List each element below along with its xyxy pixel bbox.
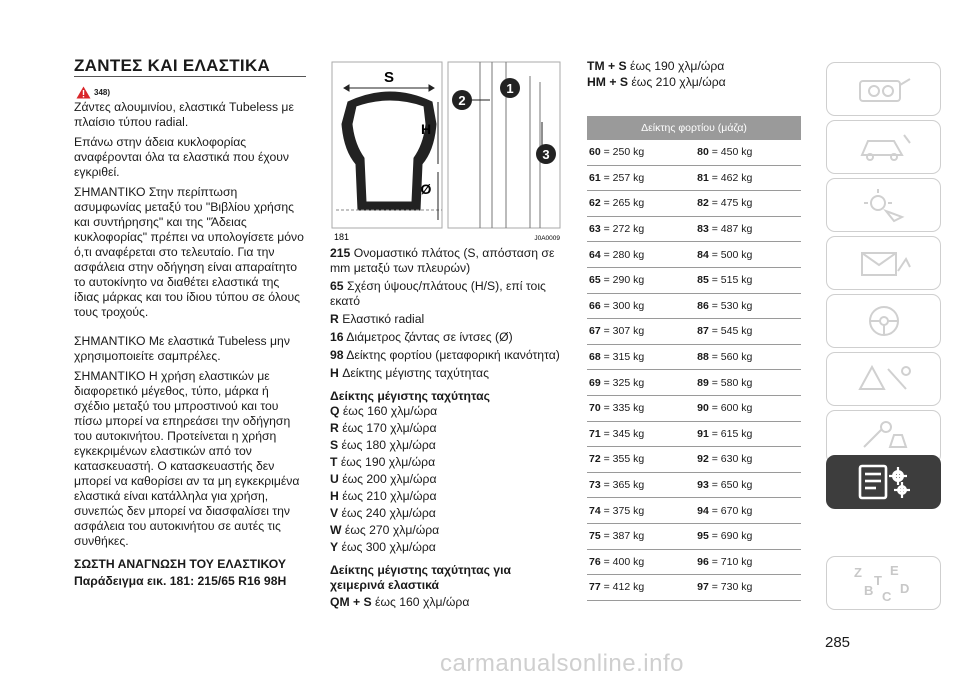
load-table-cell bbox=[687, 498, 801, 524]
load-table-cell bbox=[587, 447, 687, 473]
definition-key: 65 bbox=[330, 279, 344, 293]
load-table-cell bbox=[587, 498, 687, 524]
tab-safety-light[interactable] bbox=[826, 178, 941, 232]
speed-key: S bbox=[330, 438, 339, 452]
load-index-value: = 710 kg bbox=[708, 555, 753, 568]
speed-key: U bbox=[330, 472, 339, 486]
winter-text: έως 190 χλμ/ώρα bbox=[626, 59, 725, 73]
load-table-cell bbox=[687, 191, 801, 217]
load-table-cell bbox=[587, 165, 687, 191]
load-index-key: 80 bbox=[697, 146, 709, 159]
load-index-value: = 560 kg bbox=[708, 351, 753, 364]
speed-index-heading: Δείκτης μέγιστης ταχύτητας bbox=[330, 389, 490, 403]
speed-key: V bbox=[330, 506, 339, 520]
load-index-key: 62 bbox=[589, 197, 601, 210]
speed-key: H bbox=[330, 489, 339, 503]
load-index-key: 76 bbox=[589, 555, 601, 568]
load-table-row bbox=[587, 395, 801, 421]
vehicle-controls-icon bbox=[854, 129, 914, 165]
speed-key: T bbox=[330, 455, 338, 469]
load-index-value: = 487 kg bbox=[708, 223, 753, 236]
load-index-key: 84 bbox=[697, 248, 709, 261]
speed-item bbox=[330, 523, 562, 538]
index-letter: C bbox=[881, 589, 891, 604]
index-letter: B bbox=[863, 583, 873, 598]
load-table-row bbox=[587, 293, 801, 319]
load-table-cell bbox=[587, 472, 687, 498]
load-index-value: = 515 kg bbox=[708, 274, 753, 287]
load-index-value: = 690 kg bbox=[708, 530, 753, 543]
load-table-body bbox=[587, 140, 801, 600]
load-index-value: = 615 kg bbox=[708, 427, 753, 440]
load-index-value: = 315 kg bbox=[600, 351, 645, 364]
load-table-row bbox=[587, 191, 801, 217]
load-table-cell bbox=[687, 472, 801, 498]
load-table-row bbox=[587, 498, 801, 524]
load-index-value: = 345 kg bbox=[600, 427, 645, 440]
load-table-cell bbox=[687, 293, 801, 319]
load-index-key: 97 bbox=[697, 581, 709, 594]
load-index-key: 96 bbox=[697, 555, 709, 568]
load-index-value: = 600 kg bbox=[708, 402, 753, 415]
load-index-key: 85 bbox=[697, 274, 709, 287]
title-divider bbox=[74, 76, 306, 77]
definition-text: Σχέση ύψους/πλάτους (H/S), επί τοις εκατό bbox=[330, 279, 546, 308]
load-index-key: 87 bbox=[697, 325, 709, 338]
maintenance-icon bbox=[854, 419, 914, 455]
dimension-s-label: S bbox=[383, 69, 395, 86]
definition-r bbox=[330, 312, 562, 327]
winter-key: QM + S bbox=[330, 595, 372, 609]
definition-98 bbox=[330, 348, 562, 363]
load-index-key: 72 bbox=[589, 453, 601, 466]
load-index-value: = 280 kg bbox=[600, 248, 645, 261]
load-table-row bbox=[587, 267, 801, 293]
load-index-value: = 272 kg bbox=[600, 223, 645, 236]
load-index-key: 60 bbox=[589, 146, 601, 159]
load-index-key: 69 bbox=[589, 376, 601, 389]
load-table-cell bbox=[587, 216, 687, 242]
load-table-cell bbox=[687, 344, 801, 370]
load-table-cell bbox=[587, 242, 687, 268]
load-index-value: = 365 kg bbox=[600, 479, 645, 492]
tab-technical-data[interactable] bbox=[826, 455, 941, 509]
paragraph-important-2: ΣΗΜΑΝΤΙΚΟ Με ελαστικά Tubeless μην χρησιμοποιείτε σαμπρέλες. bbox=[74, 334, 290, 363]
load-table-cell bbox=[587, 267, 687, 293]
index-letter: D bbox=[899, 581, 909, 596]
load-index-key: 95 bbox=[697, 530, 709, 543]
important-note-1 bbox=[74, 185, 306, 320]
intro-paragraph bbox=[74, 100, 306, 130]
load-table-header: Δείκτης φορτίου (μάζα) bbox=[587, 116, 801, 140]
load-table-cell bbox=[687, 370, 801, 396]
index-letter: Z bbox=[853, 565, 862, 580]
load-index-key: 91 bbox=[697, 427, 709, 440]
reading-heading: ΣΩΣΤΗ ΑΝΑΓΝΩΣΗ ΤΟΥ ΕΛΑΣΤΙΚΟΥ bbox=[74, 557, 286, 571]
speed-text: έως 160 χλμ/ώρα bbox=[339, 404, 438, 418]
load-table-cell bbox=[587, 523, 687, 549]
speed-item bbox=[330, 455, 562, 470]
load-table-row bbox=[587, 319, 801, 345]
load-table-cell bbox=[687, 319, 801, 345]
load-index-key: 92 bbox=[697, 453, 709, 466]
load-index-value: = 300 kg bbox=[600, 299, 645, 312]
tyre-cross-section-figure bbox=[330, 60, 562, 244]
definition-text: Διάμετρος ζάντας σε ίντσες (Ø) bbox=[343, 330, 513, 344]
figure-code: J0A0009 bbox=[534, 235, 560, 242]
load-table-cell bbox=[587, 319, 687, 345]
warning-ref-number: 348) bbox=[94, 88, 111, 97]
load-index-value: = 290 kg bbox=[600, 274, 645, 287]
speed-text: έως 200 χλμ/ώρα bbox=[338, 472, 437, 486]
load-table-cell bbox=[687, 447, 801, 473]
load-table-row bbox=[587, 575, 801, 601]
speed-item bbox=[330, 489, 562, 504]
reading-section bbox=[74, 557, 306, 589]
load-index-key: 90 bbox=[697, 402, 709, 415]
example-line: Παράδειγμα εικ. 181: 215/65 R16 98H bbox=[74, 574, 287, 588]
load-table-cell bbox=[587, 293, 687, 319]
load-index-value: = 730 kg bbox=[708, 581, 753, 594]
speed-text: έως 210 χλμ/ώρα bbox=[338, 489, 437, 503]
tab-steering[interactable] bbox=[826, 294, 941, 348]
definition-key: R bbox=[330, 312, 339, 326]
load-index-key: 83 bbox=[697, 223, 709, 236]
winter-speed-item bbox=[330, 595, 562, 610]
load-table-cell bbox=[687, 165, 801, 191]
definition-text: Ονομαστικό πλάτος (S, απόσταση σε mm μεταξύ των πλευρών) bbox=[330, 246, 555, 275]
speed-item bbox=[330, 540, 562, 555]
index-letter: E bbox=[889, 563, 899, 578]
speed-item bbox=[330, 472, 562, 487]
load-table-row bbox=[587, 447, 801, 473]
load-table-row bbox=[587, 140, 801, 165]
winter-speed-item bbox=[587, 74, 726, 90]
load-index-key: 73 bbox=[589, 479, 601, 492]
load-index-key: 75 bbox=[589, 530, 601, 543]
callout-1: 1 bbox=[506, 81, 514, 96]
important-note-3 bbox=[74, 369, 306, 549]
load-index-key: 68 bbox=[589, 351, 601, 364]
load-table-cell bbox=[687, 395, 801, 421]
load-table-row bbox=[587, 165, 801, 191]
load-index-key: 61 bbox=[589, 171, 601, 184]
load-table-cell bbox=[687, 267, 801, 293]
tab-warnings[interactable] bbox=[826, 236, 941, 290]
load-index-value: = 475 kg bbox=[708, 197, 753, 210]
load-index-value: = 257 kg bbox=[600, 171, 645, 184]
index-letter: T bbox=[873, 573, 882, 588]
load-index-key: 70 bbox=[589, 402, 601, 415]
emergency-tools-icon bbox=[854, 361, 914, 397]
load-index-key: 65 bbox=[589, 274, 601, 287]
load-table-row bbox=[587, 421, 801, 447]
load-index-key: 88 bbox=[697, 351, 709, 364]
load-index-key: 77 bbox=[589, 581, 601, 594]
load-table-header-row bbox=[587, 116, 801, 140]
speed-text: έως 300 χλμ/ώρα bbox=[338, 540, 436, 554]
speed-item bbox=[330, 438, 562, 453]
speed-item bbox=[330, 506, 562, 521]
load-table-cell bbox=[687, 421, 801, 447]
load-index-value: = 650 kg bbox=[708, 479, 753, 492]
load-table-cell bbox=[687, 242, 801, 268]
load-table-cell bbox=[587, 549, 687, 575]
load-index-table bbox=[587, 116, 801, 601]
load-table-cell bbox=[687, 523, 801, 549]
speed-key: Q bbox=[330, 404, 340, 418]
load-index-value: = 545 kg bbox=[708, 325, 753, 338]
important-note-2 bbox=[74, 334, 306, 364]
definition-65 bbox=[330, 279, 562, 309]
dimension-diameter-label: Ø bbox=[420, 181, 432, 197]
load-table-cell bbox=[687, 549, 801, 575]
load-table-row bbox=[587, 370, 801, 396]
speed-text: έως 270 χλμ/ώρα bbox=[341, 523, 440, 537]
speed-item bbox=[330, 404, 562, 419]
winter-text: έως 160 χλμ/ώρα bbox=[371, 595, 470, 609]
definition-key: 16 bbox=[330, 330, 344, 344]
load-index-key: 64 bbox=[589, 248, 601, 261]
winter-speed-heading: Δείκτης μέγιστης ταχύτητας για χειμερινά ελαστικά bbox=[330, 563, 511, 592]
load-index-value: = 355 kg bbox=[600, 453, 645, 466]
load-table-cell bbox=[587, 191, 687, 217]
steering-wheel-icon bbox=[854, 303, 914, 339]
definition-16 bbox=[330, 330, 562, 345]
paragraph-rims: Ζάντες αλουμινίου, ελαστικά Tubeless με πλαίσιο τύπου radial. bbox=[74, 100, 294, 129]
section-title: ΖΑΝΤΕΣ ΚΑΙ ΕΛΑΣΤΙΚΑ bbox=[74, 56, 271, 75]
watermark: carmanualsonline.info bbox=[440, 650, 684, 677]
registration-paragraph bbox=[74, 135, 306, 180]
load-table-row bbox=[587, 216, 801, 242]
paragraph-important-1: ΣΗΜΑΝΤΙΚΟ Στην περίπτωση ασυμφωνίας μεταξύ του "Βιβλίου χρήσης και συντήρησης" και της "Άδειας κυκλοφορίας" πρέπει να υπολογίσετε μόνο ό,τι αναφέρεται στο τελευταίο. Για την ασφάλεια στην οδήγηση είναι απαραίτητο το αυτοκίνητο να διαθέτει ελαστικά της ίδιας μάρκας και του ίδιου τύπου σε όλους τους τροχούς. bbox=[74, 185, 304, 319]
tab-alphabetical-index[interactable] bbox=[826, 556, 941, 610]
tyre-diagram bbox=[330, 60, 562, 244]
speed-key: R bbox=[330, 421, 339, 435]
load-table-row bbox=[587, 242, 801, 268]
load-table-cell bbox=[587, 140, 687, 165]
definition-key: 215 bbox=[330, 246, 351, 260]
load-index-value: = 307 kg bbox=[600, 325, 645, 338]
load-index-key: 81 bbox=[697, 171, 709, 184]
load-table-cell bbox=[587, 421, 687, 447]
page-number: 285 bbox=[825, 634, 851, 651]
load-index-value: = 265 kg bbox=[600, 197, 645, 210]
load-table-cell bbox=[587, 344, 687, 370]
load-index-value: = 530 kg bbox=[708, 299, 753, 312]
load-index-key: 63 bbox=[589, 223, 601, 236]
winter-speed-continued bbox=[587, 58, 726, 90]
speed-item bbox=[330, 421, 562, 436]
load-index-key: 94 bbox=[697, 504, 709, 517]
tab-car-dashboard[interactable] bbox=[826, 62, 941, 116]
load-index-value: = 375 kg bbox=[600, 504, 645, 517]
definition-text: Δείκτης μέγιστης ταχύτητας bbox=[338, 366, 489, 380]
dimension-h-label: H bbox=[420, 121, 432, 137]
load-table-cell bbox=[587, 395, 687, 421]
load-table-cell bbox=[687, 140, 801, 165]
speed-text: έως 240 χλμ/ώρα bbox=[338, 506, 436, 520]
load-index-key: 67 bbox=[589, 325, 601, 338]
figure-number: 181 bbox=[334, 232, 350, 242]
load-table-cell bbox=[687, 575, 801, 601]
load-index-key: 71 bbox=[589, 427, 601, 440]
load-index-value: = 387 kg bbox=[600, 530, 645, 543]
speed-text: έως 180 χλμ/ώρα bbox=[338, 438, 436, 452]
load-index-key: 74 bbox=[589, 504, 601, 517]
load-index-value: = 400 kg bbox=[600, 555, 645, 568]
load-index-value: = 450 kg bbox=[708, 146, 753, 159]
definition-text: Δείκτης φορτίου (μεταφορική ικανότητα) bbox=[343, 348, 560, 362]
load-index-value: = 335 kg bbox=[600, 402, 645, 415]
winter-key: HM + S bbox=[587, 75, 628, 89]
speed-key: Y bbox=[330, 540, 339, 554]
winter-key: TM + S bbox=[587, 59, 627, 73]
tab-emergency[interactable] bbox=[826, 352, 941, 406]
speed-text: έως 170 χλμ/ώρα bbox=[338, 421, 437, 435]
tyre-code-definitions bbox=[330, 246, 562, 610]
load-table-cell bbox=[587, 370, 687, 396]
index-alphabet-icon bbox=[844, 561, 924, 605]
load-index-key: 89 bbox=[697, 376, 709, 389]
load-table-row bbox=[587, 344, 801, 370]
safety-light-icon bbox=[854, 187, 914, 223]
load-table-row bbox=[587, 549, 801, 575]
callout-3: 3 bbox=[542, 147, 550, 162]
load-index-value: = 412 kg bbox=[600, 581, 645, 594]
tab-vehicle-controls[interactable] bbox=[826, 120, 941, 174]
load-index-key: 66 bbox=[589, 299, 601, 312]
winter-speed-item bbox=[587, 58, 726, 74]
car-dashboard-icon bbox=[854, 71, 914, 107]
load-index-value: = 325 kg bbox=[600, 376, 645, 389]
definition-key: 98 bbox=[330, 348, 344, 362]
warning-reference bbox=[76, 86, 110, 99]
load-index-value: = 580 kg bbox=[708, 376, 753, 389]
load-table-cell bbox=[587, 575, 687, 601]
callout-2: 2 bbox=[458, 93, 466, 108]
paragraph-important-3: ΣΗΜΑΝΤΙΚΟ Η χρήση ελαστικών με διαφορετικό μέγεθος, τύπο, μάρκα ή σχέδιο μεταξύ του μπροστινού και του πίσω μπορεί να επηρεάσει την οδήγηση του αυτοκινήτου. Προτείνεται η χρήση εγκεκριμένων ελαστικών από τον κατασκευαστή. Ο κατασκευαστής δεν μπορεί να καθορίσει αν τα μη εγκεκριμένα ελαστικά είναι κατάλληλα για χρήση, συνεπώς δεν μπορεί να διασφαλίσει την ασφάλεια του αυτοκινήτου σε αυτές τις συνθήκες. bbox=[74, 369, 300, 548]
load-index-value: = 462 kg bbox=[708, 171, 753, 184]
load-index-value: = 500 kg bbox=[708, 248, 753, 261]
load-index-value: = 250 kg bbox=[600, 146, 645, 159]
warning-envelope-icon bbox=[854, 245, 914, 281]
speed-key: W bbox=[330, 523, 342, 537]
definition-text: Ελαστικό radial bbox=[338, 312, 425, 326]
speed-text: έως 190 χλμ/ώρα bbox=[337, 455, 436, 469]
definition-215 bbox=[330, 246, 562, 276]
load-index-key: 93 bbox=[697, 479, 709, 492]
load-table-row bbox=[587, 472, 801, 498]
load-table-row bbox=[587, 523, 801, 549]
load-table-cell bbox=[687, 216, 801, 242]
load-index-key: 86 bbox=[697, 299, 709, 312]
load-index-value: = 630 kg bbox=[708, 453, 753, 466]
paragraph-registration: Επάνω στην άδεια κυκλοφορίας αναφέρονται όλα τα ελαστικά που έχουν εγκριθεί. bbox=[74, 135, 289, 179]
definition-key: H bbox=[330, 366, 339, 380]
load-index-key: 82 bbox=[697, 197, 709, 210]
load-index-value: = 670 kg bbox=[708, 504, 753, 517]
definition-h bbox=[330, 366, 562, 381]
warning-triangle-icon bbox=[76, 86, 91, 99]
winter-text: έως 210 χλμ/ώρα bbox=[627, 75, 726, 89]
technical-data-icon bbox=[852, 462, 916, 502]
